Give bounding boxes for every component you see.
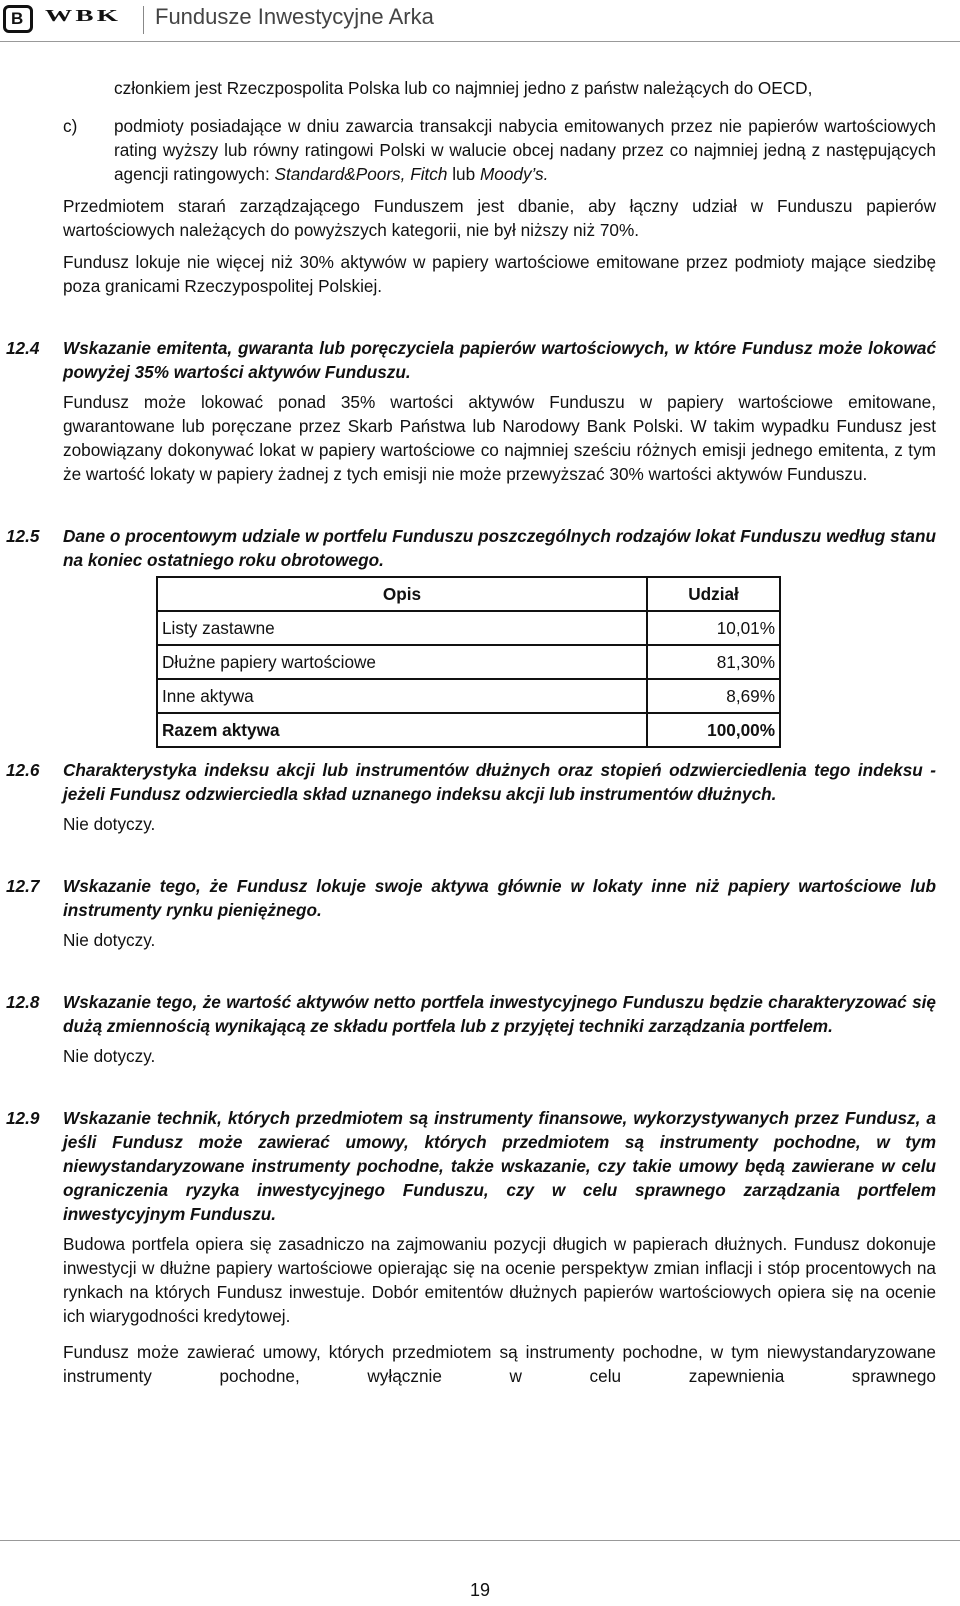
section-12-6 (6, 758, 936, 836)
agency-standard-poors: Standard&Poors, (274, 164, 406, 184)
section-body: Budowa portfela opiera się zasadniczo na zajmowaniu pozycji długich w papierach dłużnych. Fundusz dokonuje inwestycji w dłużne papiery wartościowe opierając się na ocenie perspektyw zmian inflacji i stóp procentowych na rynkach na których Fundusz inwestuje. Dobór emitentów dłużnych papierów wartościowych opiera się na ocenie ich wiarygodności kredytowej. (63, 1234, 936, 1326)
section-title: Wskazanie tego, że Fundusz lokuje swoje aktywa głównie w lokaty inne niż papiery wartościowe lub instrumenty rynku pieniężnego. (63, 876, 936, 920)
paragraph-share-target: Przedmiotem starań zarządzającego Funduszem jest dbanie, aby łączny udział w Funduszu papierów wartościowych należących do powyższych kategorii, nie był niższy niż 70%. (63, 196, 936, 240)
list-marker: c) (63, 116, 78, 136)
page-header (0, 0, 960, 42)
header-title: Fundusze Inwestycyjne Arka (155, 4, 434, 29)
table-row (157, 645, 780, 679)
document-body (6, 76, 936, 1388)
page-number: 19 (469, 1580, 491, 1600)
table-cell: Razem aktywa (157, 713, 647, 747)
section-12-5 (6, 524, 936, 748)
table-row (157, 679, 780, 713)
header-divider (143, 6, 144, 34)
section-body-continued: Fundusz może zawierać umowy, których przedmiotem są instrumenty pochodne, w tym niewystandaryzowane instrumenty pochodne, wyłącznie w celu zapewnienia sprawnego (63, 1342, 936, 1386)
table-header-row (157, 577, 780, 611)
logo-wordmark: WBK (45, 6, 122, 25)
section-title: Wskazanie emitenta, gwaranta lub poręczyciela papierów wartościowych, w które Fundusz może lokować powyżej 35% wartości aktywów Funduszu. (63, 338, 936, 382)
table-row (157, 611, 780, 645)
section-12-4 (6, 336, 936, 486)
logo-letter: B (11, 9, 24, 28)
bank-logo-icon (3, 5, 33, 33)
item-b-tail (57, 76, 936, 100)
section-12-9 (6, 1106, 936, 1388)
list-item-c (57, 114, 936, 186)
section-title: Wskazanie technik, których przedmiotem są instrumenty finansowe, wykorzystywanych przez Fundusz, a jeśli Fundusz może zawierać umowy, których przedmiotem są instrumenty pochodne, w tym niewystandaryzowane instrumenty pochodne, także wskazanie, czy takie umowy będą zawierane w celu ograniczenia ryzyka inwestycyjnego Funduszu, czy w celu sprawnego zarządzania portfelem inwestycyjnym Funduszu. (63, 1108, 936, 1224)
section-body: Nie dotyczy. (63, 930, 156, 950)
table-total-row (157, 713, 780, 747)
list-item-c-text: podmioty posiadające w dniu zawarcia transakcji nabycia emitowanych przez nie papierów wartościowych rating wyższy lub równy ratingowi Polski w walucie obcej nadany przez co najmniej jedną z następujących agencji ratingowych: Standard&Poors, Fitch lub Moody’s. (114, 116, 936, 184)
section-body: Nie dotyczy. (63, 1046, 156, 1066)
section-title: Dane o procentowym udziale w portfelu Funduszu poszczególnych rodzajów lokat Funduszu według stanu na koniec ostatniego roku obrotowego. (63, 526, 936, 570)
table-cell: 10,01% (647, 611, 780, 645)
table-cell: Dłużne papiery wartościowe (157, 645, 647, 679)
section-number: 12.4 (6, 338, 40, 358)
table-cell: 100,00% (647, 713, 780, 747)
table-cell: Inne aktywa (157, 679, 647, 713)
item-b-text: członkiem jest Rzeczpospolita Polska lub co najmniej jedno z państw należących do OECD, (114, 78, 813, 98)
agency-moodys: Moody’s. (479, 164, 549, 184)
section-title: Wskazanie tego, że wartość aktywów netto portfela inwestycyjnego Funduszu będzie charakteryzować się dużą zmiennością wynikającą ze składu portfela lub z przyjętej techniki zarządzania portfelem. (63, 992, 936, 1036)
table-cell: 8,69% (647, 679, 780, 713)
table-header-cell: Udział (647, 577, 780, 611)
section-12-8 (6, 990, 936, 1068)
paragraph-foreign-limit: Fundusz lokuje nie więcej niż 30% aktywów w papiery wartościowe emitowane przez podmioty mające siedzibę poza granicami Rzeczypospolitej Polskiej. (63, 252, 936, 296)
section-body: Nie dotyczy. (63, 814, 156, 834)
section-body: Fundusz może lokować ponad 35% wartości aktywów Funduszu w papiery wartościowe emitowane, gwarantowane lub poręczane przez Skarb Państwa lub Narodowy Bank Polski. W takim wypadku Fundusz jest zobowiązany dokonywać lokat w papiery wartościowe co najmniej sześciu różnych emisji jednego emitenta, z tym że wartość lokaty w papiery żadnej z tych emisji nie może przewyższać 30% wartości aktywów Funduszu. (63, 392, 936, 484)
section-12-7 (6, 874, 936, 952)
section-title: Charakterystyka indeksu akcji lub instrumentów dłużnych oraz stopień odzwierciedlenia tego indeksu - jeżeli Fundusz odzwierciedla skład uznanego indeksu akcji lub instrumentów dłużnych. (63, 760, 936, 804)
table-cell: 81,30% (647, 645, 780, 679)
portfolio-table (156, 576, 781, 748)
agency-fitch: Fitch (410, 164, 448, 184)
section-number: 12.8 (6, 992, 40, 1012)
section-number: 12.6 (6, 760, 40, 780)
table-cell: Listy zastawne (157, 611, 647, 645)
section-number: 12.7 (6, 876, 40, 896)
footer-divider (0, 1540, 960, 1541)
section-number: 12.9 (6, 1108, 40, 1128)
table-header-cell: Opis (157, 577, 647, 611)
section-number: 12.5 (6, 526, 40, 546)
